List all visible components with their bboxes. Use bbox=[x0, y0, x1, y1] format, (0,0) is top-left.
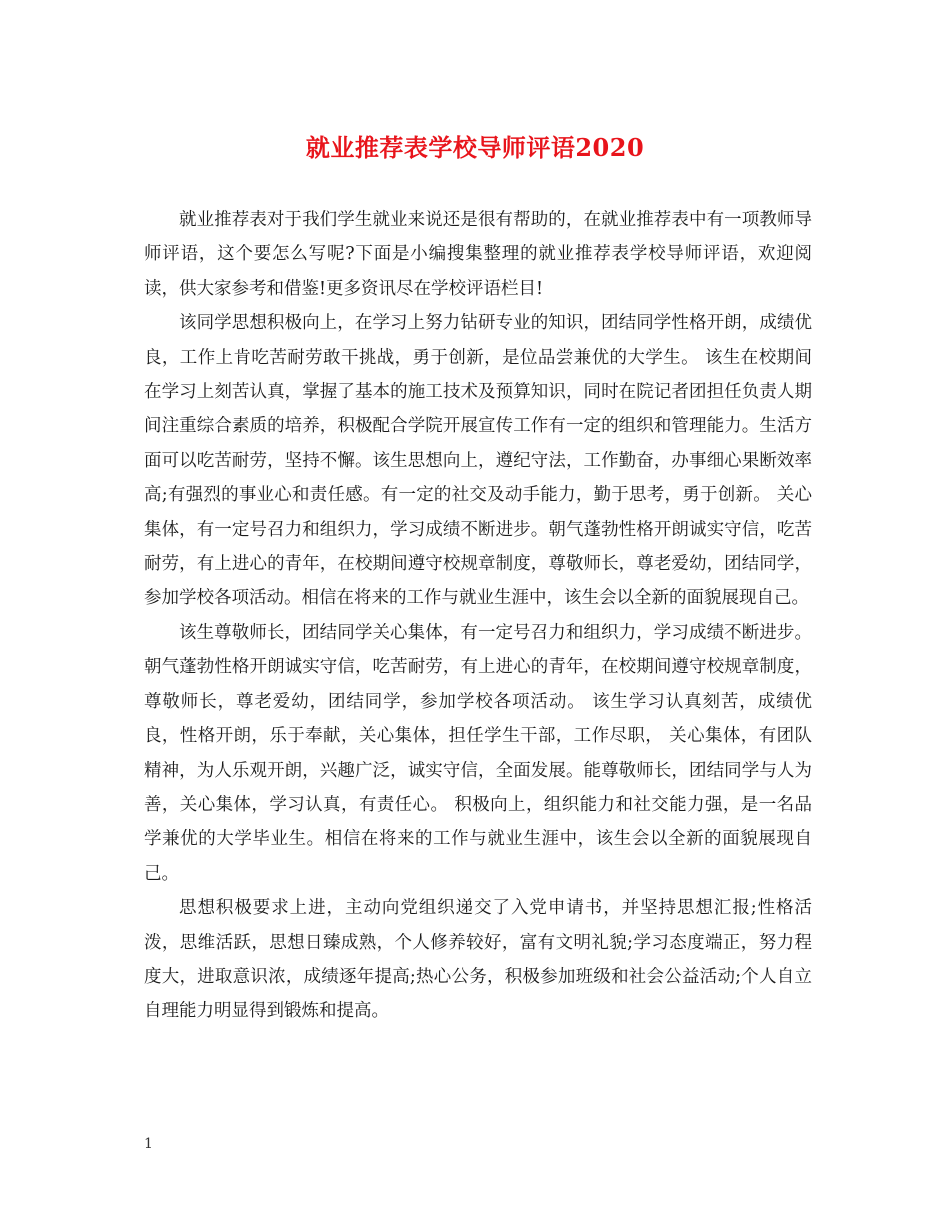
document-body bbox=[144, 203, 812, 1029]
page-number: 1 bbox=[144, 1136, 153, 1152]
paragraph-intro: 就业推荐表对于我们学生就业来说还是很有帮助的，在就业推荐表中有一项教师导师评语，这个要怎么写呢?下面是小编搜集整理的就业推荐表学校导师评语，欢迎阅读，供大家参考和借鉴!更多资讯尽在学校评语栏目! bbox=[144, 210, 812, 299]
paragraph-comment-2: 该生尊敬师长，团结同学关心集体，有一定号召力和组织力，学习成绩不断进步。朝气蓬勃性格开朗诚实守信，吃苦耐劳，有上进心的青年，在校期间遵守校规章制度，尊敬师长，尊老爱幼，团结同学，参加学校各项活动。 该生学习认真刻苦，成绩优良，性格开朗，乐于奉献，关心集体，担任学生干部，工作尽职， 关心集体，有团队精神，为人乐观开朗，兴趣广泛，诚实守信，全面发展。能尊敬师长，团结同学与人为善，关心集体，学习认真，有责任心。 积极向上，组织能力和社交能力强，是一名品学兼优的大学毕业生。相信在将来的工作与就业生涯中，该生会以全新的面貌展现自己。 bbox=[144, 622, 812, 884]
document-title: 就业推荐表学校导师评语2020 bbox=[305, 133, 645, 162]
paragraph-comment-1: 该同学思想积极向上，在学习上努力钻研专业的知识，团结同学性格开朗，成绩优良，工作上肯吃苦耐劳敢干挑战，勇于创新，是位品尝兼优的大学生。 该生在校期间在学习上刻苦认真，掌握了基本的施工技术及预算知识，同时在院记者团担任负责人期间注重综合素质的培养，积极配合学院开展宣传工作有一定的组织和管理能力。生活方面可以吃苦耐劳，坚持不懈。该生思想向上，遵纪守法，工作勤奋，办事细心果断效率高;有强烈的事业心和责任感。有一定的社交及动手能力，勤于思考，勇于创新。 关心集体，有一定号召力和组织力，学习成绩不断进步。朝气蓬勃性格开朗诚实守信，吃苦耐劳，有上进心的青年，在校期间遵守校规章制度，尊敬师长，尊老爱幼，团结同学，参加学校各项活动。相信在将来的工作与就业生涯中，该生会以全新的面貌展现自己。 bbox=[144, 313, 812, 609]
paragraph-comment-3: 思想积极要求上进，主动向党组织递交了入党申请书，并坚持思想汇报;性格活泼，思维活跃，思想日臻成熟，个人修养较好，富有文明礼貌;学习态度端正，努力程度大，进取意识浓，成绩逐年提高;热心公务，积极参加班级和社会公益活动;个人自立自理能力明显得到锻炼和提高。 bbox=[144, 898, 812, 1022]
